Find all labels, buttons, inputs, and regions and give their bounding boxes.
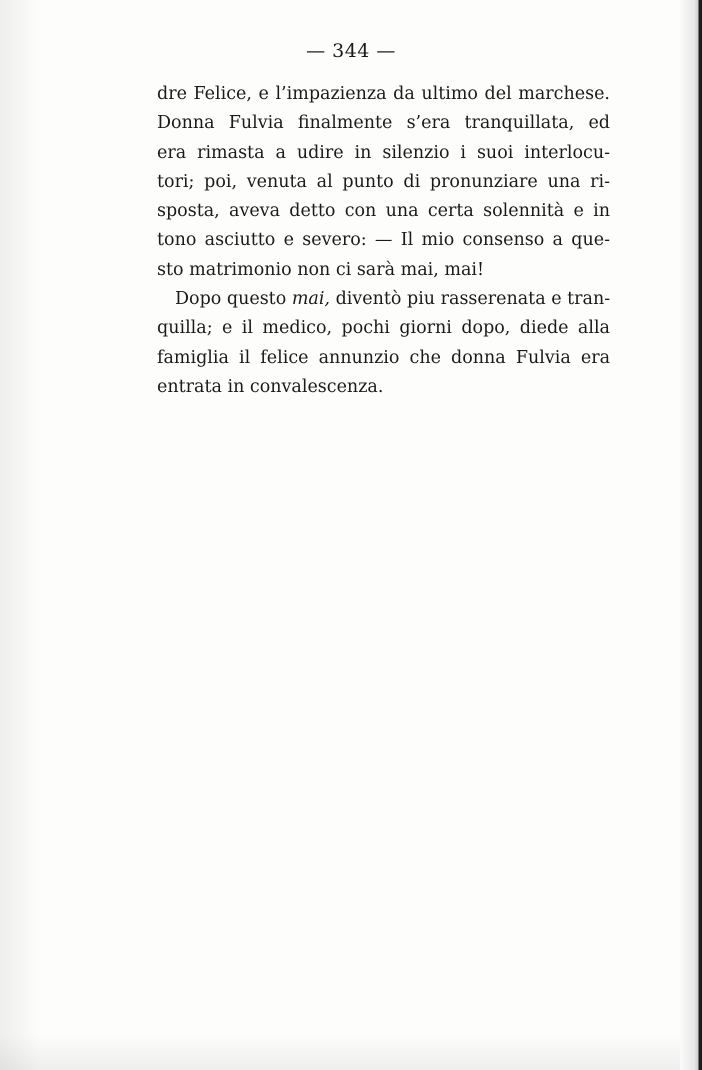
text-line: sto matrimonio non ci sarà mai, mai! (157, 259, 485, 280)
text-line: era rimasta a udire in silenzio i suoi interlocu- (157, 142, 610, 163)
text-run: Dopo questo (175, 289, 292, 310)
body-text (157, 80, 610, 402)
text-line: dre Felice, e l’impazienza da ultimo del marchese. (157, 84, 610, 104)
text-line: tori; poi, venuta al punto di pronunziare una ri- (157, 171, 610, 192)
text-run: diventò piu rasserenata e tran- (330, 289, 611, 310)
book-spine-edge (680, 0, 702, 1070)
text-line: entrata in convalescenza. (157, 376, 384, 397)
scan-bottom-shadow (0, 1034, 702, 1070)
scan-left-shadow (0, 0, 40, 1070)
page-number: — 344 — (306, 40, 396, 62)
text-line: Donna Fulvia finalmente s’era tranquillata, ed (157, 113, 610, 134)
text-line: quilla; e il medico, pochi giorni dopo, diede alla (157, 318, 610, 339)
text-line: tono asciutto e severo: — Il mio consenso a que- (157, 230, 610, 251)
text-line: famiglia il felice annunzio che donna Fulvia era (157, 347, 610, 368)
italic-word: mai, (291, 289, 330, 310)
paragraph2-first-line (157, 285, 610, 314)
text-line: sposta, aveva detto con una certa solennità e in (157, 201, 610, 222)
